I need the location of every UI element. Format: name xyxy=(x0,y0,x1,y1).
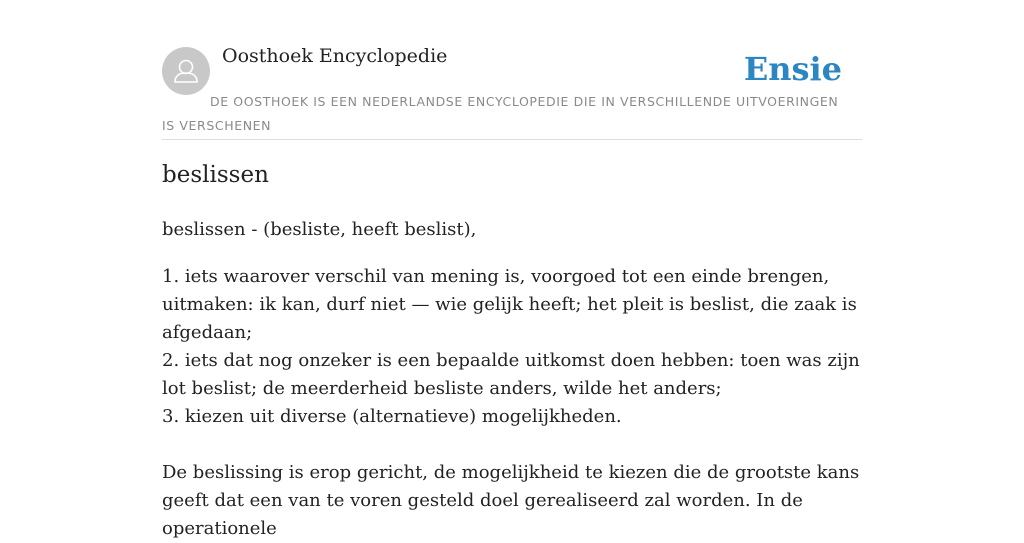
site-header xyxy=(162,0,862,140)
definition-list xyxy=(162,263,862,431)
definition-item: 3. kiezen uit diverse (alternatieve) mogelijkheden. xyxy=(162,406,622,427)
ensie-logo-link[interactable]: Ensie xyxy=(743,50,842,88)
user-avatar-icon[interactable] xyxy=(162,47,210,95)
definition-item: 2. iets dat nog onzeker is een bepaalde uitkomst doen hebben: toen was zijn lot beslist; de meerderheid besliste anders, wilde het anders; xyxy=(162,350,860,399)
article-title: beslissen xyxy=(162,162,269,188)
article-lead: beslissen - (besliste, heeft beslist), xyxy=(162,219,477,240)
page-container xyxy=(162,0,862,539)
article-paragraph: De beslissing is erop gericht, de mogelijkheid te kiezen die de grootste kans geeft dat een van te voren gesteld doel gerealiseerd zal worden. In de operationele xyxy=(162,462,860,539)
site-name-link[interactable]: Oosthoek Encyclopedie xyxy=(222,45,448,67)
definition-item: 1. iets waarover verschil van mening is, voorgoed tot een einde brengen, uitmaken: ik kan, durf niet — wie gelijk heeft; het pleit is beslist, die zaak is afgedaan; xyxy=(162,266,857,343)
site-tagline: DE OOSTHOEK IS EEN NEDERLANDSE ENCYCLOPEDIE DIE IN VERSCHILLENDE UITVOERINGEN IS VERSCHENEN xyxy=(162,94,839,133)
